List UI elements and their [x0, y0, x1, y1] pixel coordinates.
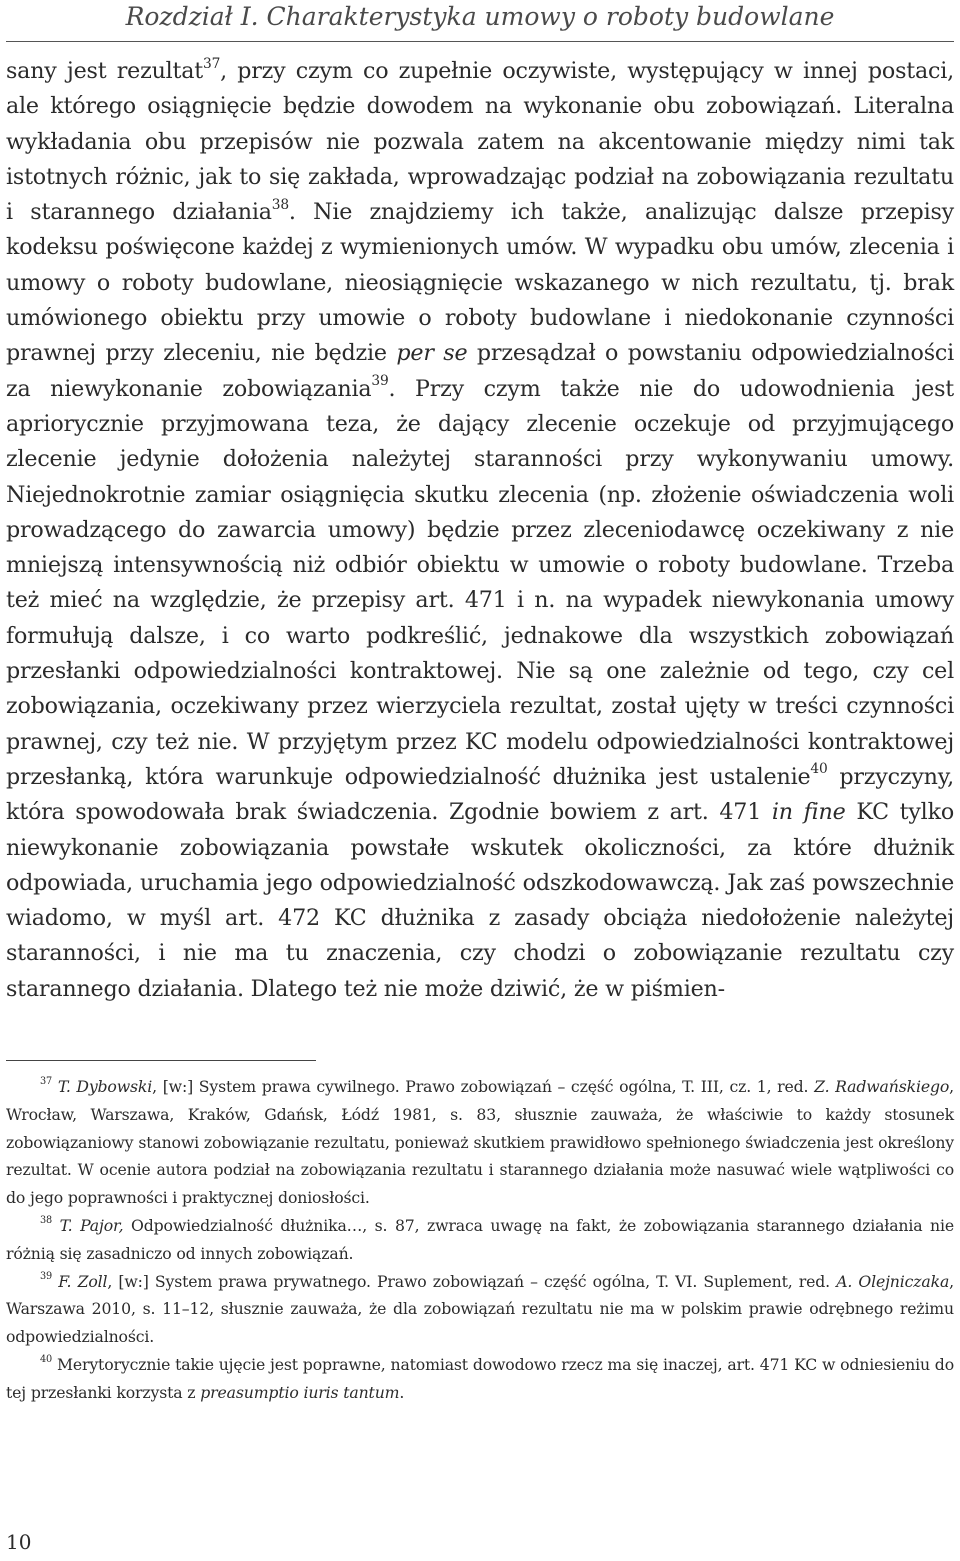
footnote-37 [6, 1073, 954, 1212]
footnote-text: . [399, 1382, 405, 1402]
footnote-38 [6, 1212, 954, 1268]
main-paragraph [6, 54, 954, 1007]
page-number: 10 [6, 1530, 32, 1554]
footnote-text: , Wrocław, Warszawa, Kraków, Gdańsk, Łódź 1981, s. 83, słusznie zauważa, że właściwie to każdy stosunek zobowiązaniowy stanowi zobowiązanie rezultatu, ponieważ skutkiem prawidłowo spełnionego świadczenia jest określony rezultat. W ocenie autora podział na zobowiązania rezultatu i starannego działania może nasuwać wiele wątpliwości co do jego poprawności i praktycznej doniosłości. [6, 1077, 954, 1208]
text-run: . Przy czym także nie do udowodnienia jest apriorycznie przyjmowana teza, że dający zlecenie oczekuje od przyjmującego zlecenie jedynie dołożenia należytej staranności przy wykonywaniu umowy. Niejednokrotnie zamiar osiągnięcia skutku zlecenia (np. złożenie oświadczenia woli prowadzącego do zawarcia umowy) będzie przez zleceniodawcę oczekiwany z nie mniejszą intensywnością niż odbiór obiektu w umowie o roboty budowlane. Trzeba też mieć na względzie, że przepisy art. 471 i n. na wypadek niewykonania umowy formułują dalsze, i co warto podkreślić, jednakowe dla wszystkich zobowiązań przesłanki odpowiedzialności kontraktowej. Nie są one zależnie od tego, czy cel zobowiązania, oczekiwany przez wierzyciela rezultat, został ujęty w treści czynności prawnej, czy też nie. W przyjętym przez KC modelu odpowiedzialności kontraktowej przesłanką, która warunkuje odpowiedzialność dłużnika jest ustalenie [6, 375, 954, 790]
footnote-number: 38 [40, 1215, 53, 1227]
footnote-39 [6, 1268, 954, 1351]
footnote-author: T. Dybowski [57, 1077, 153, 1097]
footnote-ref-40: 40 [810, 761, 828, 778]
footnote-ref-38: 38 [271, 196, 289, 213]
footnote-number: 39 [40, 1270, 53, 1282]
text-run: KC tylko niewykonanie zobowiązania powstałe wskutek okoliczności, za które dłużnik odpowiada, uruchamia jego odpowiedzialność odszkodowawczą. Jak zaś powszechnie wiadomo, w myśl art. 472 KC dłużnika z zasady obciąża niedołożenie należytej staranności, i nie ma tu znaczenia, czy chodzi o zobowiązanie rezultatu czy starannego działania. Dlatego też nie może dziwić, że w piśmien- [6, 799, 954, 1002]
italic-term: in fine [771, 799, 846, 826]
footnote-text: , Warszawa 2010, s. 11–12, słusznie zauważa, że dla zobowiązań rezultatu nie ma w polskim prawie odrębnego reżimu odpowiedzialności. [6, 1271, 954, 1347]
footnote-text: Merytorycznie takie ujęcie jest poprawne, natomiast dowodowo rzecz ma się inaczej, art. 471 KC w odniesieniu do tej przesłanki korzysta z [6, 1354, 954, 1402]
text-run: , przy czym co zupełnie oczywiste, występujący w innej postaci, ale którego osiągnięcie będzie dowodem na wykonanie obu zobowiązań. Literalna wykładania obu przepisów nie pozwala zatem na akcentowanie między nimi tak istotnych różnic, jak to się zakłada, wprowadzając podział na zobowiązania rezultatu i starannego działania [6, 58, 954, 226]
footnote-text: , [w:] System prawa cywilnego. Prawo zobowiązań – część ogólna, T. III, cz. 1, red. [152, 1077, 815, 1097]
italic-term: per se [396, 340, 468, 367]
footnote-author: T. Pajor, [59, 1216, 124, 1235]
running-header: Rozdział I. Charakterystyka umowy o roboty budowlane [125, 2, 835, 31]
text-run: . Nie znajdziemy ich także, analizując dalsze przepisy kodeksu poświęcone każdej z wymienionych umów. W wypadku obu umów, zlecenia i umowy o roboty budowlane, nieosiągnięcie wskazanego w nich rezultatu, tj. brak umówionego obiektu przy umowie o roboty budowlane i niedokonanie czynności prawnej przy zleceniu, nie będzie [6, 199, 954, 367]
footnote-ref-37: 37 [203, 55, 221, 72]
footnote-ref-39: 39 [371, 373, 389, 390]
footnote-author: F. Zoll [58, 1271, 108, 1291]
text-run: przyczyny, która spowodowała brak świadczenia. Zgodnie bowiem z art. 471 [6, 763, 954, 826]
text-run: sany jest rezultat [6, 58, 204, 84]
footnote-text: , [w:] System prawa prywatnego. Prawo zobowiązań – część ogólna, T. VI. Suplement, red. [107, 1271, 837, 1291]
footnotes [6, 1073, 954, 1407]
footnote-latin-term: preasumptio iuris tantum [200, 1382, 400, 1402]
footnote-number: 40 [40, 1354, 53, 1366]
footnote-editor: Z. Radwańskiego [814, 1077, 950, 1097]
footnote-text: Odpowiedzialność dłużnika…, s. 87, zwraca uwagę na fakt, że zobowiązania starannego działania nie różnią się zasadniczo od innych zobowiązań. [6, 1216, 954, 1263]
text-run: przesądzał o powstaniu odpowiedzialności za niewykonanie zobowiązania [6, 340, 954, 402]
footnote-40 [6, 1351, 954, 1407]
footnote-editor: A. Olejniczaka [836, 1271, 950, 1291]
header-rule [6, 41, 954, 42]
footnote-separator [6, 1060, 316, 1061]
footnote-number: 37 [40, 1076, 53, 1088]
